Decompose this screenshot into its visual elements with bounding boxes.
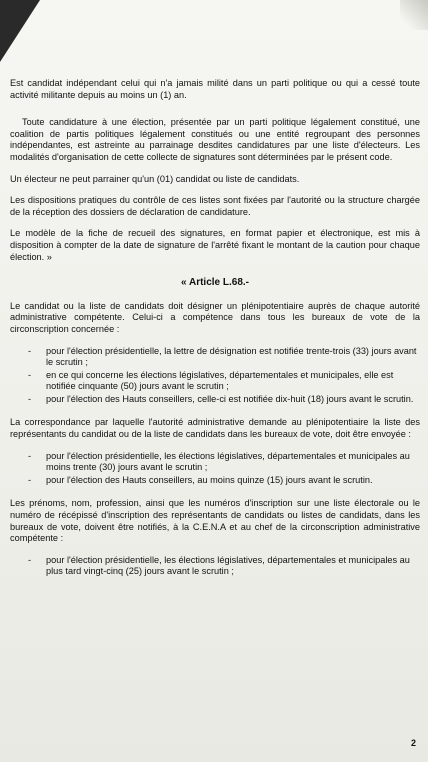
paragraph-signature-form: Le modèle de la fiche de recueil des signatures, en format papier et électronique, est mis à disposition à compter de la date de signature de l'arrêté fixant le montant de la caution pour chaque élection. » bbox=[10, 228, 420, 262]
paragraph-candidature-sponsorship: Toute candidature à une élection, présentée par un parti politique légalement constitué, une coalition de partis politiques légalement constitués ou une entité regroupant des personnes indépendantes, est astreinte au parrainage desdites candidatures par une liste d'électeurs. Les modalités d'organisation de cette collecte de signatures sont déterminées par le présent code. bbox=[10, 117, 420, 162]
list-item: - pour l'élection présidentielle, la lettre de désignation est notifiée trente-trois (33) jours avant le scrutin ; bbox=[28, 345, 417, 368]
list-item: - pour l'élection présidentielle, les élections législatives, départementales et municipales au moins trente (30) jours avant le scrutin ; bbox=[28, 450, 410, 473]
list-item: - pour l'élection des Hauts conseillers, celle-ci est notifiée dix-huit (18) jours avant le scrutin. bbox=[28, 393, 414, 404]
corner-shadow bbox=[400, 0, 428, 30]
document-body bbox=[10, 78, 420, 590]
paragraph-one-elector: Un électeur ne peut parrainer qu'un (01) candidat ou liste de candidats. bbox=[10, 173, 300, 184]
paragraph-practical-provisions: Les dispositions pratiques du contrôle de ces listes sont fixées par l'autorité ou la structure chargée de la réception des dossiers de déclaration de candidature. bbox=[10, 195, 420, 217]
page-number: 2 bbox=[410, 738, 416, 748]
paragraph-plenipotentiary: Le candidat ou la liste de candidats doit désigner un plénipotentiaire auprès de chaque autorité administrative compétente. Celui-ci a compétence dans tous les bureaux de vote de la circonscription concernée : bbox=[10, 300, 420, 334]
article-heading: « Article L.68.- bbox=[181, 277, 249, 289]
paragraph-correspondence: La correspondance par laquelle l'autorité administrative demande au plénipotentiaire la liste des représentants du candidat ou de la liste de candidats dans les bureaux de vote, doit être envoyée : bbox=[10, 417, 420, 440]
paragraph-representatives: Les prénoms, nom, profession, ainsi que les numéros d'inscription sur une liste électorale ou le numéro de récépissé d'inscription des représentants de candidats ou listes de candidats, dans les bureaux de vote, doivent être notifiés, à la C.E.N.A et au chef de la circonscription administrative compétente : bbox=[10, 498, 420, 544]
paragraph-independent-candidate: Est candidat indépendant celui qui n'a jamais milité dans un parti politique ou qui a cessé toute activité militante depuis au moins un (1) an. bbox=[10, 78, 420, 100]
folded-corner bbox=[0, 0, 40, 62]
list-item: - pour l'élection présidentielle, les élections législatives, départementales et municipales au plus tard vingt-cinq (25) jours avant le scrutin ; bbox=[28, 554, 410, 577]
list-item: - pour l'élection des Hauts conseillers, au moins quinze (15) jours avant le scrutin. bbox=[28, 474, 373, 485]
list-designation-deadlines bbox=[10, 346, 420, 406]
list-item: - en ce qui concerne les élections législatives, départementales et municipales, elle est notifiée cinquante (50) jours avant le scrutin ; bbox=[28, 369, 394, 392]
list-representatives-deadlines bbox=[10, 555, 420, 578]
list-correspondence-deadlines bbox=[10, 451, 420, 487]
